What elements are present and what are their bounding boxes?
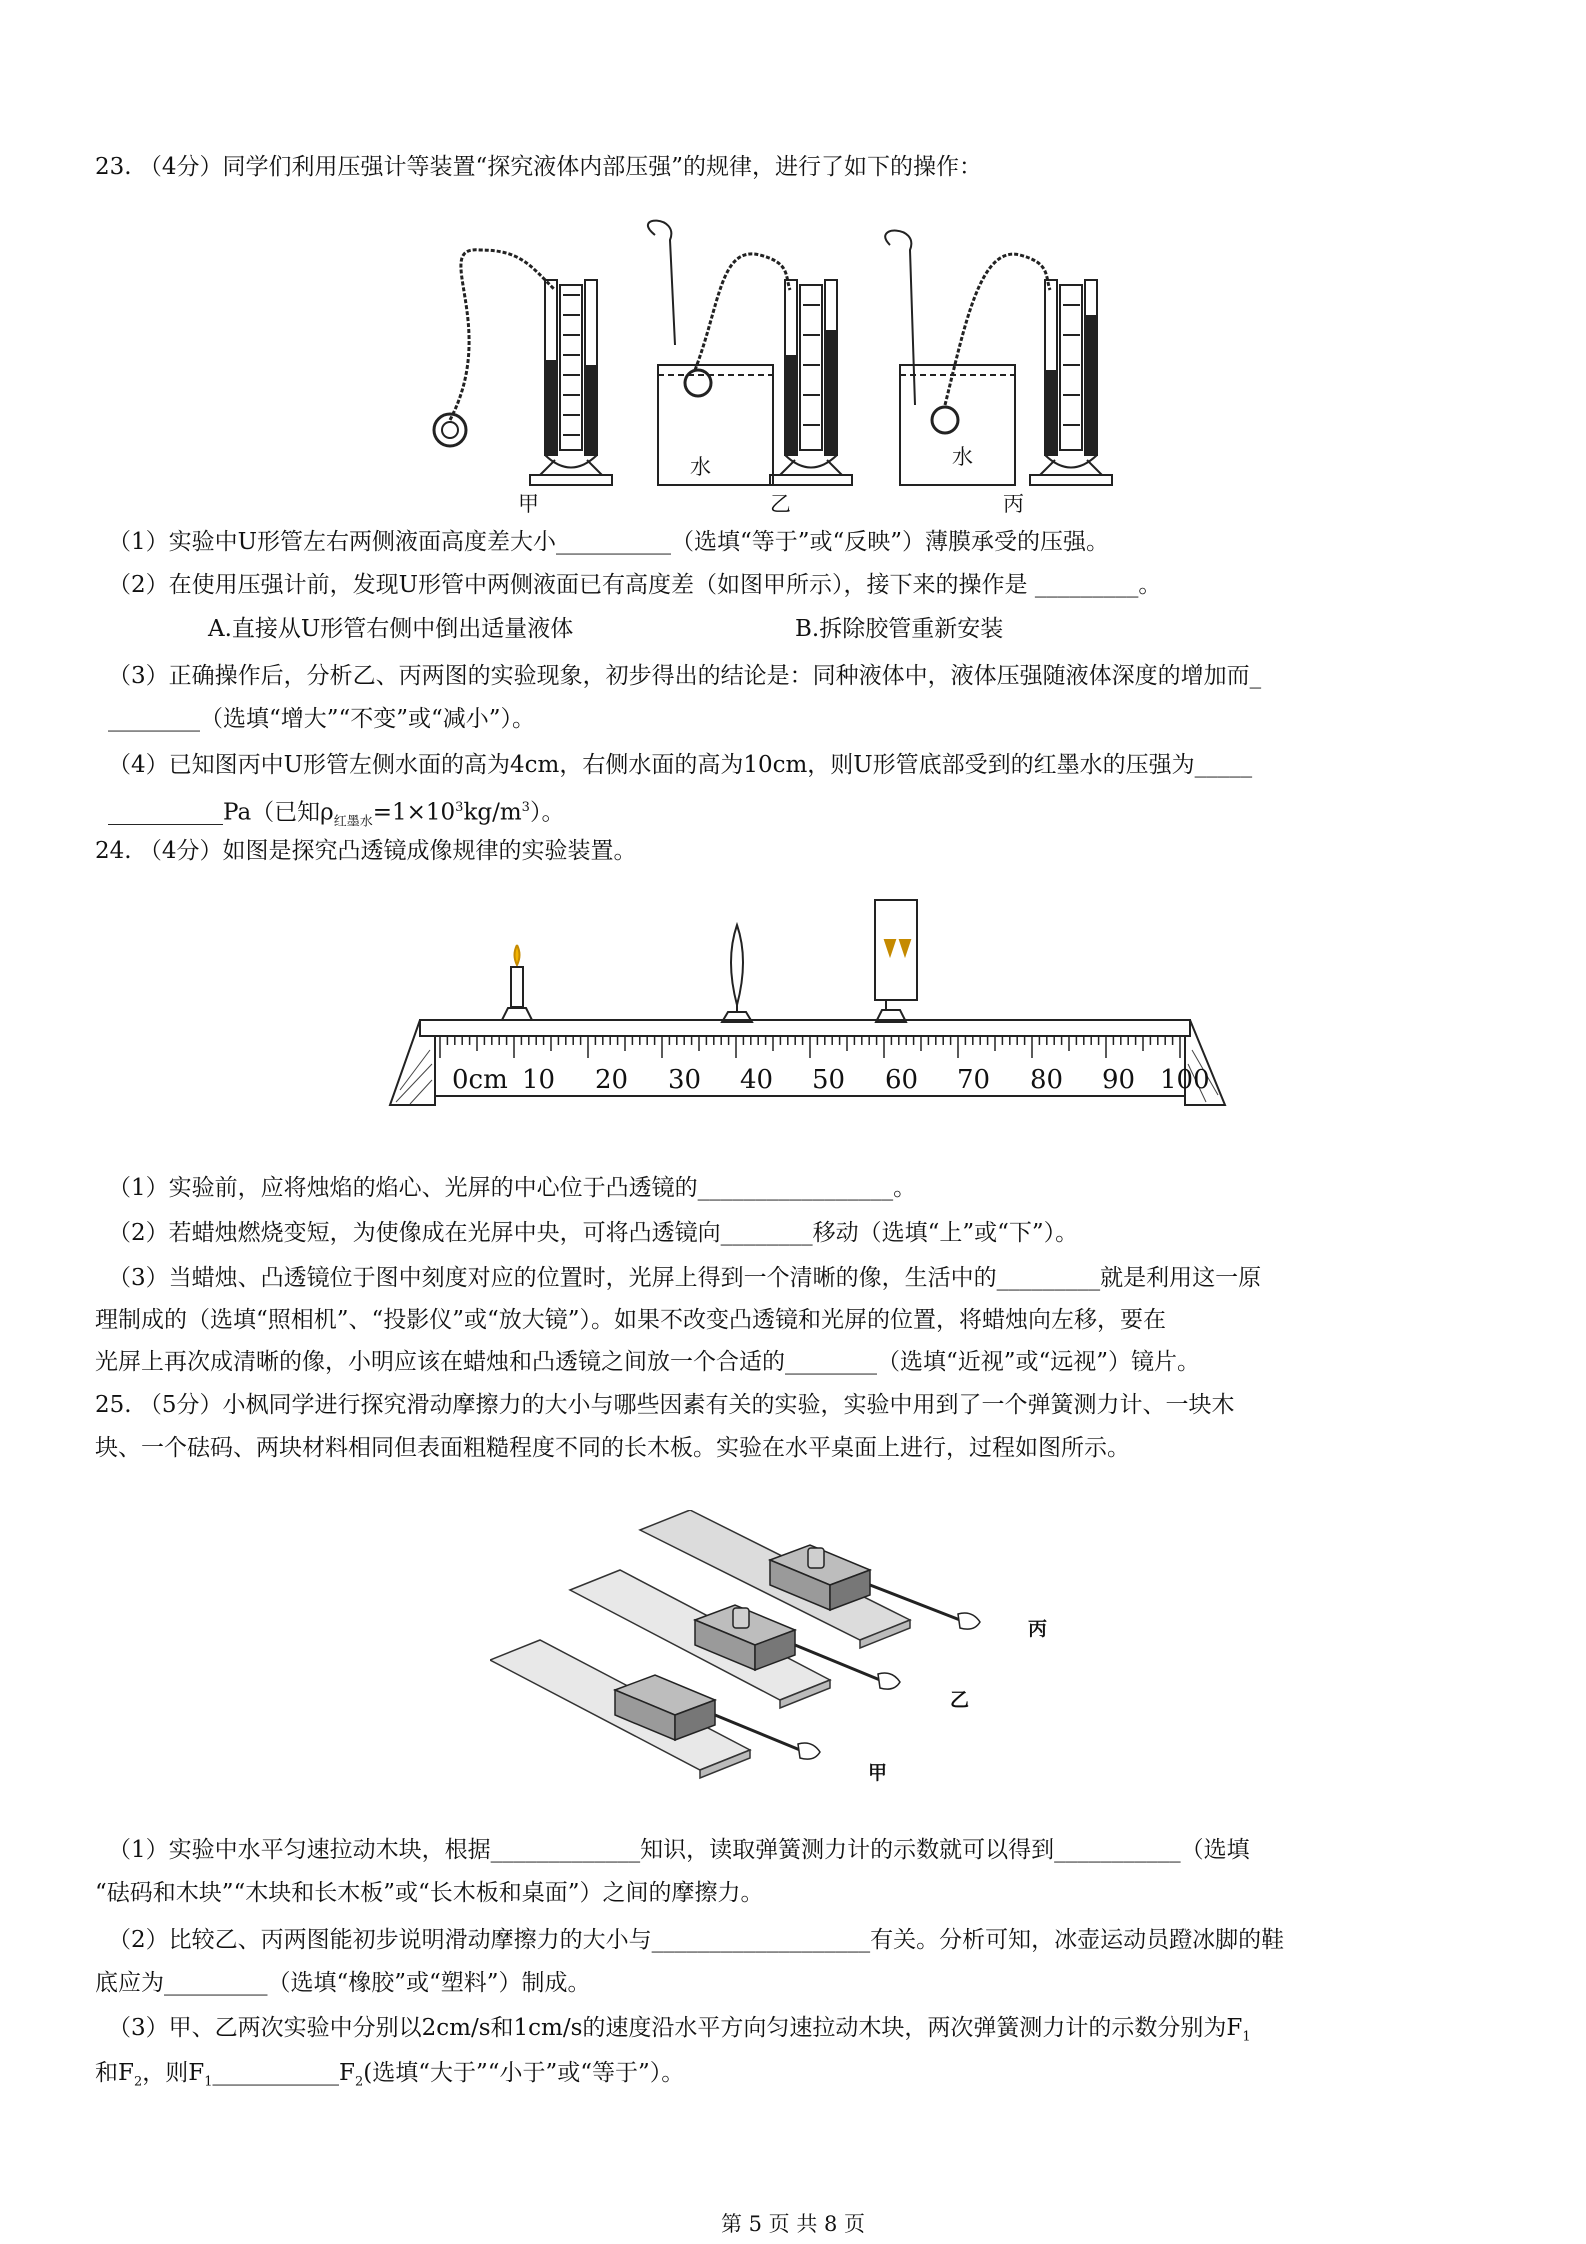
q24-lens-bench-figure: [380, 880, 1250, 1120]
q25-s3b-mid: ，则F: [142, 2060, 205, 2086]
ruler-label-80: 80: [1030, 1065, 1064, 1095]
q25-s2a: （2）比较乙、丙两图能初步说明滑动摩擦力的大小与___________________有关。分析可知，冰壶运动员蹬冰脚的鞋: [108, 1927, 1285, 1953]
q25-s3b-blank: ___________F: [212, 2060, 355, 2086]
q23-s4b-unit: kg/m: [463, 799, 522, 826]
q25-s3b-sub2: 1: [204, 2074, 213, 2090]
q23-fig-label-bing: 丙: [1003, 492, 1024, 516]
q23-s3b: ________（选填“增大”“不变”或“减小”）。: [108, 706, 536, 732]
q24-s2: （2）若蜡烛燃烧变短，为使像成在光屏中央，可将凸透镜向________移动（选填“上”或“下”）。: [108, 1220, 1079, 1246]
ruler-label-0: 0cm: [452, 1065, 508, 1095]
q25-header-a: 25. （5分）小枫同学进行探究滑动摩擦力的大小与哪些因素有关的实验，实验中用到了一个弹簧测力计、一块木: [95, 1392, 1235, 1418]
q23-option-a: A.直接从U形管右侧中倒出适量液体: [208, 616, 574, 642]
q23-water-label-bing: 水: [952, 445, 973, 469]
ruler-label-100: 100: [1160, 1065, 1210, 1095]
q25-s3a: [108, 2013, 1251, 2053]
ruler-label-20: 20: [595, 1065, 629, 1095]
q23-option-b: B.拆除胶管重新安装: [795, 616, 1004, 642]
q23-s4b-sub: 红墨水: [333, 814, 373, 830]
q23-s3a: （3）正确操作后，分析乙、丙两图的实验现象，初步得出的结论是：同种液体中，液体压强随液体深度的增加而_: [108, 663, 1262, 689]
q23-s2: （2）在使用压强计前，发现U形管中两侧液面已有高度差（如图甲所示），接下来的操作是 _________。: [108, 572, 1162, 598]
q25-s3a-sub: 1: [1242, 2029, 1251, 2045]
q24-header: 24. （4分）如图是探究凸透镜成像规律的实验装置。: [95, 838, 637, 864]
q25-s1b: “砝码和木块”“木块和长木板”或“长木板和桌面”）之间的摩擦力。: [95, 1880, 764, 1906]
ruler-label-30: 30: [668, 1065, 702, 1095]
q23-s4a: （4）已知图丙中U形管左侧水面的高为4cm，右侧水面的高为10cm，则U形管底部受到的红墨水的压强为_____: [108, 752, 1253, 778]
ruler-label-40: 40: [740, 1065, 774, 1095]
q25-fig-label-bing: 丙: [1028, 1618, 1048, 1640]
q25-s3b-sub3: 2: [354, 2074, 364, 2090]
q24-s3c: 光屏上再次成清晰的像，小明应该在蜡烛和凸透镜之间放一个合适的________（选填“近视”或“远视”）镜片。: [95, 1349, 1201, 1375]
q25-s3b-end: (选填“大于”“小于”或“等于”）。: [363, 2060, 685, 2086]
ruler-label-70: 70: [957, 1065, 991, 1095]
q23-s4b-mid: =1×10: [372, 799, 456, 826]
q24-s1: （1）实验前，应将烛焰的焰心、光屏的中心位于凸透镜的_________________。: [108, 1175, 917, 1201]
q25-fig-label-yi: 乙: [950, 1689, 970, 1711]
q23-s1: （1）实验中U形管左右两侧液面高度差大小__________（选填“等于”或“反映”）薄膜承受的压强。: [108, 529, 1110, 555]
ruler-label-60: 60: [885, 1065, 919, 1095]
q23-fig-label-yi: 乙: [770, 492, 791, 516]
q25-s3a-text: （3）甲、乙两次实验中分别以2cm/s和1cm/s的速度沿水平方向匀速拉动木块，两次弹簧测力计的示数分别为F: [108, 2015, 1243, 2041]
q25-s3b-sub1: 2: [133, 2074, 143, 2090]
q25-fig-label-jia: 甲: [868, 1762, 888, 1784]
q23-fig-label-jia: 甲: [518, 492, 539, 516]
ruler-ticks: [440, 1036, 1180, 1058]
q25-friction-figure: [490, 1510, 1090, 1800]
q23-s4b-sup2: 3: [521, 800, 530, 815]
q23-s4b-text: __________Pa（已知ρ: [108, 799, 334, 826]
q24-s3b: 理制成的（选填“照相机”、“投影仪”或“放大镜”）。如果不改变凸透镜和光屏的位置，将蜡烛向左移，要在: [95, 1307, 1167, 1333]
q23-s4b-sup: 3: [455, 800, 464, 815]
q25-s1a: （1）实验中水平匀速拉动木块，根据_____________知识，读取弹簧测力计的示数就可以得到___________（选填: [108, 1837, 1250, 1863]
q25-header-b: 块、一个砝码、两块材料相同但表面粗糙程度不同的长木板。实验在水平桌面上进行，过程如图所示。: [95, 1435, 1130, 1461]
ruler-label-90: 90: [1102, 1065, 1136, 1095]
q24-s3a: （3）当蜡烛、凸透镜位于图中刻度对应的位置时，光屏上得到一个清晰的像，生活中的_________就是利用这一原: [108, 1265, 1262, 1291]
q23-header: 23. （4分）同学们利用压强计等装置“探究液体内部压强”的规律，进行了如下的操作：: [95, 154, 983, 180]
ruler-label-10: 10: [522, 1065, 556, 1095]
q23-s4b: [108, 793, 564, 837]
q23-s4b-end: ）。: [529, 799, 565, 826]
page-footer: 第 5 页 共 8 页: [720, 2212, 866, 2236]
q23-water-label-yi: 水: [690, 455, 711, 479]
q25-s2b: 底应为_________（选填“橡胶”或“塑料”）制成。: [95, 1970, 591, 1996]
q25-s3b-text: 和F: [95, 2060, 134, 2086]
friction-experiment-illustration: [490, 1510, 1090, 1800]
q25-s3b: [95, 2058, 684, 2098]
q23-pressure-gauge-figure: [420, 205, 1120, 515]
pressure-gauge-illustration: [420, 205, 1120, 515]
ruler-label-50: 50: [812, 1065, 846, 1095]
